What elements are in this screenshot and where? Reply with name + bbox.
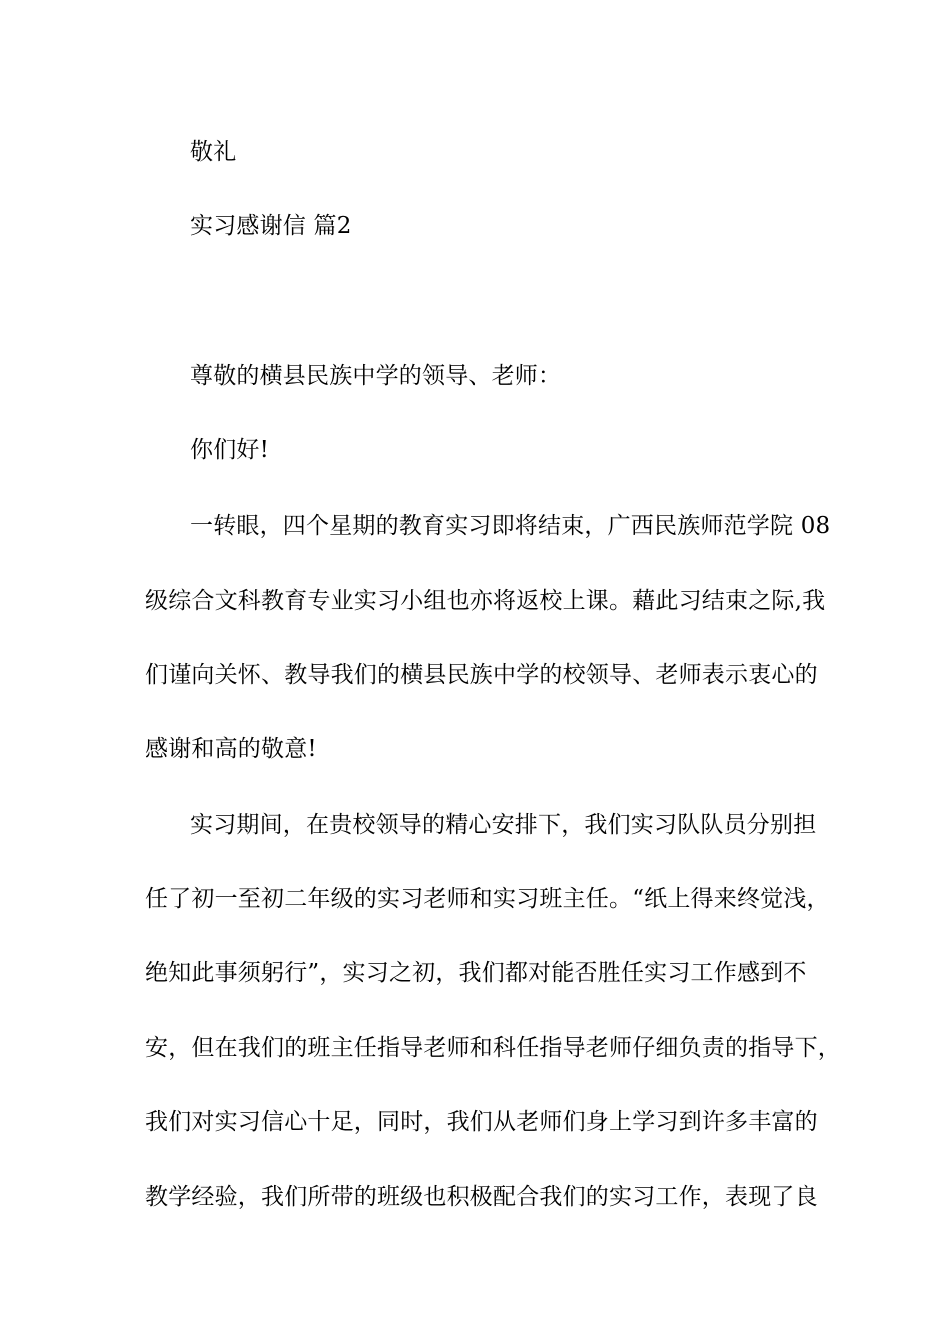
paragraph-line: 级综合文科教育专业实习小组也亦将返校上课。藉此习结束之际,我 <box>145 588 826 614</box>
closing-text: 敬礼 <box>190 139 237 165</box>
paragraph-line: 绝知此事须躬行”，实习之初，我们都对能否胜任实习工作感到不 <box>145 960 807 986</box>
paragraph-line: 我们对实习信心十足，同时，我们从老师们身上学习到许多丰富的 <box>145 1109 818 1135</box>
paragraph-line: 任了初一至初二年级的实习老师和实习班主任。“纸上得来终觉浅， <box>145 886 830 912</box>
section-heading: 实习感谢信 篇2 <box>190 213 352 239</box>
paragraph-line: 一转眼，四个星期的教育实习即将结束，广西民族师范学院 08 <box>190 513 831 539</box>
paragraph-line: 教学经验，我们所带的班级也积极配合我们的实习工作，表现了良 <box>145 1184 818 1210</box>
paragraph-line: 感谢和高的敬意! <box>145 736 317 762</box>
salutation-text: 尊敬的横县民族中学的领导、老师： <box>190 363 562 389</box>
paragraph-line: 们谨向关怀、教导我们的横县民族中学的校领导、老师表示衷心的 <box>145 662 818 688</box>
paragraph-line: 安，但在我们的班主任指导老师和科任指导老师仔细负责的指导下， <box>145 1035 841 1061</box>
paragraph-line: 实习期间，在贵校领导的精心安排下，我们实习队队员分别担 <box>190 812 817 838</box>
greeting-text: 你们好! <box>190 437 270 463</box>
